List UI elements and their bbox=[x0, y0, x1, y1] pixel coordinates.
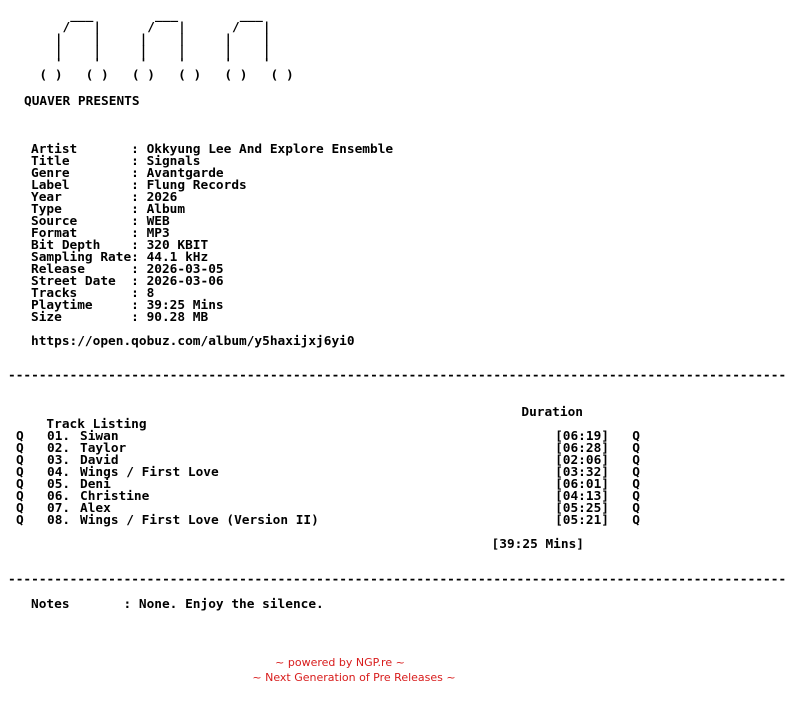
q-marker: Q bbox=[16, 429, 24, 444]
q-marker: Q bbox=[632, 453, 640, 468]
q-marker: Q bbox=[632, 489, 640, 504]
track-duration: [05:25] bbox=[555, 501, 609, 516]
track-row bbox=[16, 515, 640, 527]
q-marker: Q bbox=[632, 429, 640, 444]
q-marker: Q bbox=[16, 489, 24, 504]
notes-line: Notes : None. Enjoy the silence. bbox=[31, 597, 324, 612]
track-title: David bbox=[80, 453, 119, 468]
duration-label: Duration bbox=[521, 405, 583, 420]
track-duration: [06:01] bbox=[555, 477, 609, 492]
q-marker: Q bbox=[632, 513, 640, 528]
q-marker: Q bbox=[16, 441, 24, 456]
track-number: 05. bbox=[47, 477, 71, 492]
footer-tagline: ~ Next Generation of Pre Releases ~ bbox=[252, 671, 456, 684]
track-title: Siwan bbox=[80, 429, 119, 444]
track-duration: [02:06] bbox=[555, 453, 609, 468]
album-url: https://open.qobuz.com/album/y5haxijxj6yi0 bbox=[31, 334, 355, 349]
track-title: Deni bbox=[80, 477, 111, 492]
track-duration: [06:19] bbox=[555, 429, 609, 444]
track-number: 01. bbox=[47, 429, 71, 444]
q-marker: Q bbox=[16, 453, 24, 468]
track-duration: [03:32] bbox=[555, 465, 609, 480]
q-marker: Q bbox=[16, 501, 24, 516]
q-marker: Q bbox=[632, 477, 640, 492]
track-title: Wings / First Love (Version II) bbox=[80, 513, 319, 528]
track-number: 03. bbox=[47, 453, 71, 468]
presents-heading: QUAVER PRESENTS bbox=[24, 94, 140, 109]
q-marker: Q bbox=[632, 441, 640, 456]
track-title: Alex bbox=[80, 501, 111, 516]
total-playtime: [39:25 Mins] bbox=[491, 537, 584, 552]
track-title: Christine bbox=[80, 489, 150, 504]
track-title: Taylor bbox=[80, 441, 127, 456]
q-marker: Q bbox=[632, 501, 640, 516]
ascii-logo-art: ___ ___ ___ / | / | / | | | | | | | | | | | | | ' ' ' ' ' ' ( ) ( ) ( ) ( ) ( ) ( ) bbox=[39, 8, 294, 83]
track-duration: [06:28] bbox=[555, 441, 609, 456]
q-marker: Q bbox=[16, 477, 24, 492]
track-number: 02. bbox=[47, 441, 71, 456]
q-marker: Q bbox=[632, 465, 640, 480]
track-duration: [05:21] bbox=[555, 513, 609, 528]
track-listing-label: Track Listing bbox=[46, 417, 147, 432]
track-number: 06. bbox=[47, 489, 71, 504]
q-marker: Q bbox=[16, 465, 24, 480]
track-number: 08. bbox=[47, 513, 71, 528]
release-metadata-block: Artist : Okkyung Lee And Explore Ensemble Title : Signals Genre : Avantgarde Label : Flung Records Year : 2026 Type : Album Source : WEB Format : MP3 Bit Depth : 320 KBIT Sampling Rate: 44.1 kHz Release : 2026-03-05 Street Date : 2026-03-06 Tracks : 8 Playtime : 39:25 Mins Size : 90.28 MB bbox=[31, 142, 394, 325]
track-number: 07. bbox=[47, 501, 71, 516]
track-title: Wings / First Love bbox=[80, 465, 219, 480]
track-duration: [04:13] bbox=[555, 489, 609, 504]
q-marker: Q bbox=[16, 513, 24, 528]
divider-rule: ----------------------------------------------------------------------------------------------------- bbox=[8, 572, 786, 587]
footer-powered-by: ~ powered by NGP.re ~ bbox=[275, 656, 405, 669]
track-number: 04. bbox=[47, 465, 71, 480]
divider-rule: ----------------------------------------------------------------------------------------------------- bbox=[8, 368, 786, 383]
